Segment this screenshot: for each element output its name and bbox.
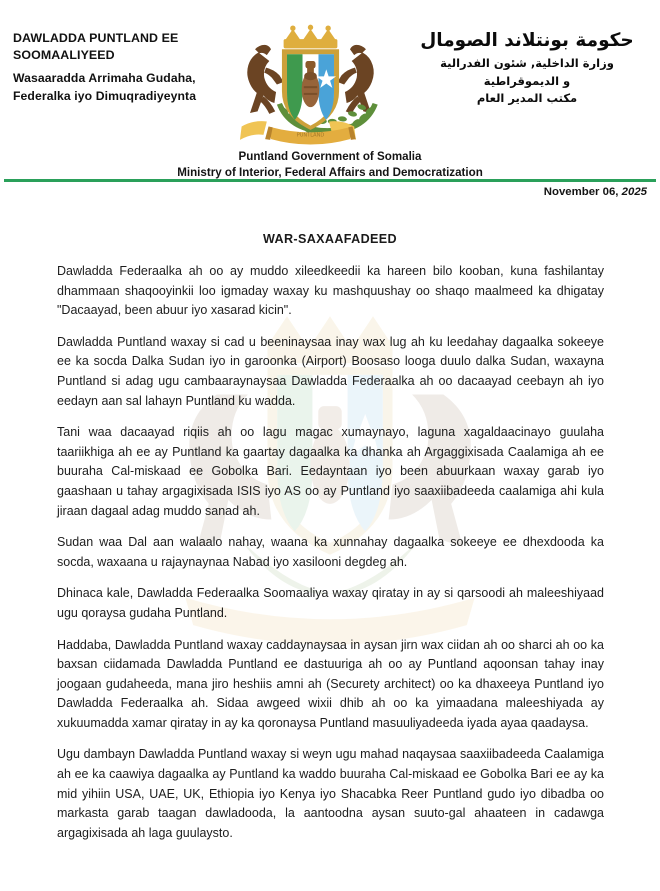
- header-arabic-titles: [402, 28, 652, 107]
- arabic-line4: مكتب المدير العام: [476, 91, 578, 105]
- page-title: WAR-SAXAAFADEED: [263, 232, 397, 246]
- org-name-line2: SOOMAALIYEED: [13, 48, 115, 62]
- org-name-line1: DAWLADDA PUNTLAND EE: [13, 31, 179, 45]
- document-date: [544, 186, 647, 198]
- ministry-line2: Federalka iyo Dimuqradiyeynta: [13, 89, 197, 103]
- date-year: 2025: [621, 186, 647, 198]
- date-month-day: November 06,: [543, 186, 619, 198]
- paragraph: Haddaba, Dawladda Puntland waxay caddaynaysaa in aysan jirn wax ciidan ah oo sharci ah oo ka baxsan ciidamada Dawladda Puntland ee dastuuriga ah oo ay Puntland aqoonsan tahay inay joogaan gudaheeda, mana jiro heshiis amni ah (Securety architect) oo ka dhaxeeya Puntland iyo Dawladda Federaalka ah. Sidaa awgeed wixii dhib ah oo ka yimaadana maleeshiyada ay xukuumadda xamar qiratay in ay ka qoronaysa Puntland masuuliyadeeda iyada ayaa qaadaysa.: [57, 637, 604, 730]
- government-name: Puntland Government of Somalia: [238, 150, 422, 163]
- paragraph: Ugu dambayn Dawladda Puntland waxay si weyn ugu mahad naqaysaa saaxiibadeeda Caalamiga ah ee ka caawiya dagaalka ay Puntland ka waddo buuraha Cal-miskaad ee Gobolka Bari ee ay ka mid yihiin USA, UAE, UK, Ethiopia iyo Kenya iyo Shacabka Reer Puntland gudo iyo dibadba oo markasta garab taagan dawladooda, la aantoodna aysan suuto-gal ahaateen in cadawga argagixisada ah laga guulaysto.: [57, 747, 604, 840]
- arabic-title: حكومة بونتلاند الصومال: [420, 30, 634, 51]
- paragraph: Tani waa dacaayad riqiis ah oo lagu magac xumaynayo, laguna xagaldaacinayo guulaha taariikhiga ah ee ay Puntland ka gaartay dagaalka ka dhanka ah Argaggixisada Caalamiga ah ee buuraha Cal-miskaad ee Gobolka Bari. Eedayntaan iyo been abuurkaan waxay garab iyo gaashaan u tahay argagixisada ISIS iyo AS oo ay Puntland iyo saaxiibadeeda caalamiga ahi kula jiraan dagaal adag muddo sanad ah.: [57, 425, 604, 518]
- svg-text:PUNTLAND: PUNTLAND: [296, 132, 325, 139]
- ministry-name: Ministry of Interior, Federal Affairs and Democratization: [177, 165, 483, 179]
- paragraph: Dawladda Puntland waxay si cad u beeninaysaa inay wax lug ah ku leedahay dagaalka sokeeye ee ka socda Dalka Sudan iyo in garoonka (Airport) Boosaso looga duulo dalka Sudan, waxayna Puntland si adag ugu cambaaraynaysaa Dawladda Federaalka ah oo dacaayad ceebayn ah iyo eedayn aan sal lahayn Puntland ku wadda.: [57, 334, 604, 408]
- paragraph: Dhinaca kale, Dawladda Federaalka Soomaaliya waxay qiratay in ay si qarsoodi ah maleeshiyaad ugu qoraysa gudaha Puntland.: [57, 586, 604, 620]
- ministry-line1: Wasaaradda Arrimaha Gudaha,: [13, 71, 196, 85]
- arabic-line2: وزارة الداخلية, شئون الفدرالية: [440, 56, 614, 70]
- header-divider: [4, 179, 656, 182]
- coat-of-arms-icon: [218, 24, 403, 150]
- arabic-line3: و الديموقراطية: [483, 73, 571, 88]
- paragraph: Dawladda Federaalka ah oo ay muddo xileedkeedii ka hareen bilo kooban, kuna fashilantay dhammaan shaqooyinkii loo igmaday waxay ku mashquushay oo shaqo maalmeed ka dhigatay "Dacaayad, been abuur iyo xasarad kicin".: [57, 264, 604, 318]
- header-center-titles: [0, 149, 660, 180]
- document-header: [0, 0, 660, 150]
- header-left-titles: [13, 30, 218, 105]
- paragraph: Sudan waa Dal aan walaalo nahay, waana ka xunnahay dagaalka sokeeye ee dhexdooda ka socda, waxaana u rajaynaynaa Nabad iyo xasilooni degdeg ah.: [57, 535, 604, 569]
- press-release-body: [57, 262, 604, 843]
